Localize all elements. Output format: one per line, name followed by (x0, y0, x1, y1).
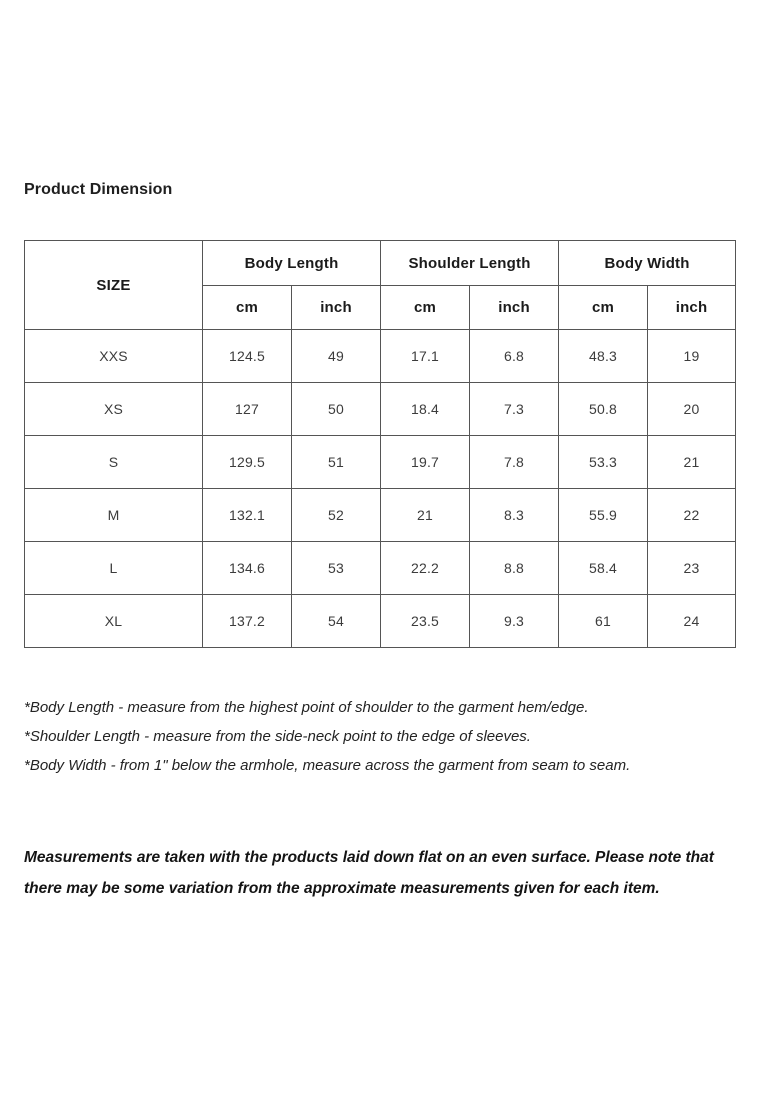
cell-body-length-cm: 124.5 (203, 330, 292, 383)
cell-body-length-inch: 54 (292, 595, 381, 648)
cell-shoulder-length-cm: 18.4 (381, 383, 470, 436)
cell-body-width-cm: 53.3 (559, 436, 648, 489)
cell-shoulder-length-inch: 8.8 (470, 542, 559, 595)
cell-body-length-inch: 52 (292, 489, 381, 542)
measurement-notes (24, 693, 738, 780)
cell-body-width-cm: 58.4 (559, 542, 648, 595)
cell-body-length-inch: 51 (292, 436, 381, 489)
cell-body-width-cm: 48.3 (559, 330, 648, 383)
size-chart-head (25, 241, 736, 330)
cell-body-width-cm: 50.8 (559, 383, 648, 436)
cell-shoulder-length-inch: 7.8 (470, 436, 559, 489)
cell-body-width-inch: 22 (648, 489, 736, 542)
column-header-body-width-cm: cm (559, 286, 648, 330)
cell-size: S (25, 436, 203, 489)
size-chart-table (24, 240, 736, 648)
column-header-shoulder-length-inch: inch (470, 286, 559, 330)
cell-shoulder-length-inch: 9.3 (470, 595, 559, 648)
cell-body-length-inch: 53 (292, 542, 381, 595)
note-shoulder-length: *Shoulder Length - measure from the side-neck point to the edge of sleeves. (24, 728, 531, 745)
note-body-width: *Body Width - from 1" below the armhole, measure across the garment from seam to seam. (24, 757, 631, 774)
cell-body-length-cm: 137.2 (203, 595, 292, 648)
cell-body-width-cm: 55.9 (559, 489, 648, 542)
size-chart-body (25, 330, 736, 648)
cell-size: XXS (25, 330, 203, 383)
cell-shoulder-length-inch: 7.3 (470, 383, 559, 436)
cell-body-width-inch: 20 (648, 383, 736, 436)
cell-body-length-cm: 127 (203, 383, 292, 436)
cell-shoulder-length-cm: 19.7 (381, 436, 470, 489)
cell-body-length-inch: 50 (292, 383, 381, 436)
cell-body-width-cm: 61 (559, 595, 648, 648)
page-title: Product Dimension (24, 181, 173, 198)
column-header-size: SIZE (25, 241, 203, 330)
cell-body-width-inch: 23 (648, 542, 736, 595)
table-row (25, 595, 736, 648)
cell-size: XL (25, 595, 203, 648)
measurement-disclaimer: Measurements are taken with the products laid down flat on an even surface. Please note that there may be some variation from the approximate measurements given for each item. (24, 849, 714, 897)
column-header-body-length-inch: inch (292, 286, 381, 330)
column-group-body-length: Body Length (203, 241, 381, 286)
table-row (25, 489, 736, 542)
cell-shoulder-length-cm: 21 (381, 489, 470, 542)
cell-body-length-cm: 129.5 (203, 436, 292, 489)
cell-body-width-inch: 24 (648, 595, 736, 648)
cell-shoulder-length-inch: 8.3 (470, 489, 559, 542)
note-body-length: *Body Length - measure from the highest point of shoulder to the garment hem/edge. (24, 699, 589, 716)
cell-size: M (25, 489, 203, 542)
column-header-body-length-cm: cm (203, 286, 292, 330)
table-header-group-row (25, 241, 736, 286)
cell-shoulder-length-cm: 23.5 (381, 595, 470, 648)
column-header-body-width-inch: inch (648, 286, 736, 330)
cell-size: L (25, 542, 203, 595)
cell-size: XS (25, 383, 203, 436)
table-row (25, 383, 736, 436)
cell-body-length-inch: 49 (292, 330, 381, 383)
cell-body-length-cm: 132.1 (203, 489, 292, 542)
cell-shoulder-length-cm: 17.1 (381, 330, 470, 383)
cell-body-length-cm: 134.6 (203, 542, 292, 595)
table-row (25, 542, 736, 595)
column-group-body-width: Body Width (559, 241, 736, 286)
column-header-shoulder-length-cm: cm (381, 286, 470, 330)
table-row (25, 330, 736, 383)
column-group-shoulder-length: Shoulder Length (381, 241, 559, 286)
table-row (25, 436, 736, 489)
cell-shoulder-length-inch: 6.8 (470, 330, 559, 383)
cell-shoulder-length-cm: 22.2 (381, 542, 470, 595)
cell-body-width-inch: 21 (648, 436, 736, 489)
cell-body-width-inch: 19 (648, 330, 736, 383)
